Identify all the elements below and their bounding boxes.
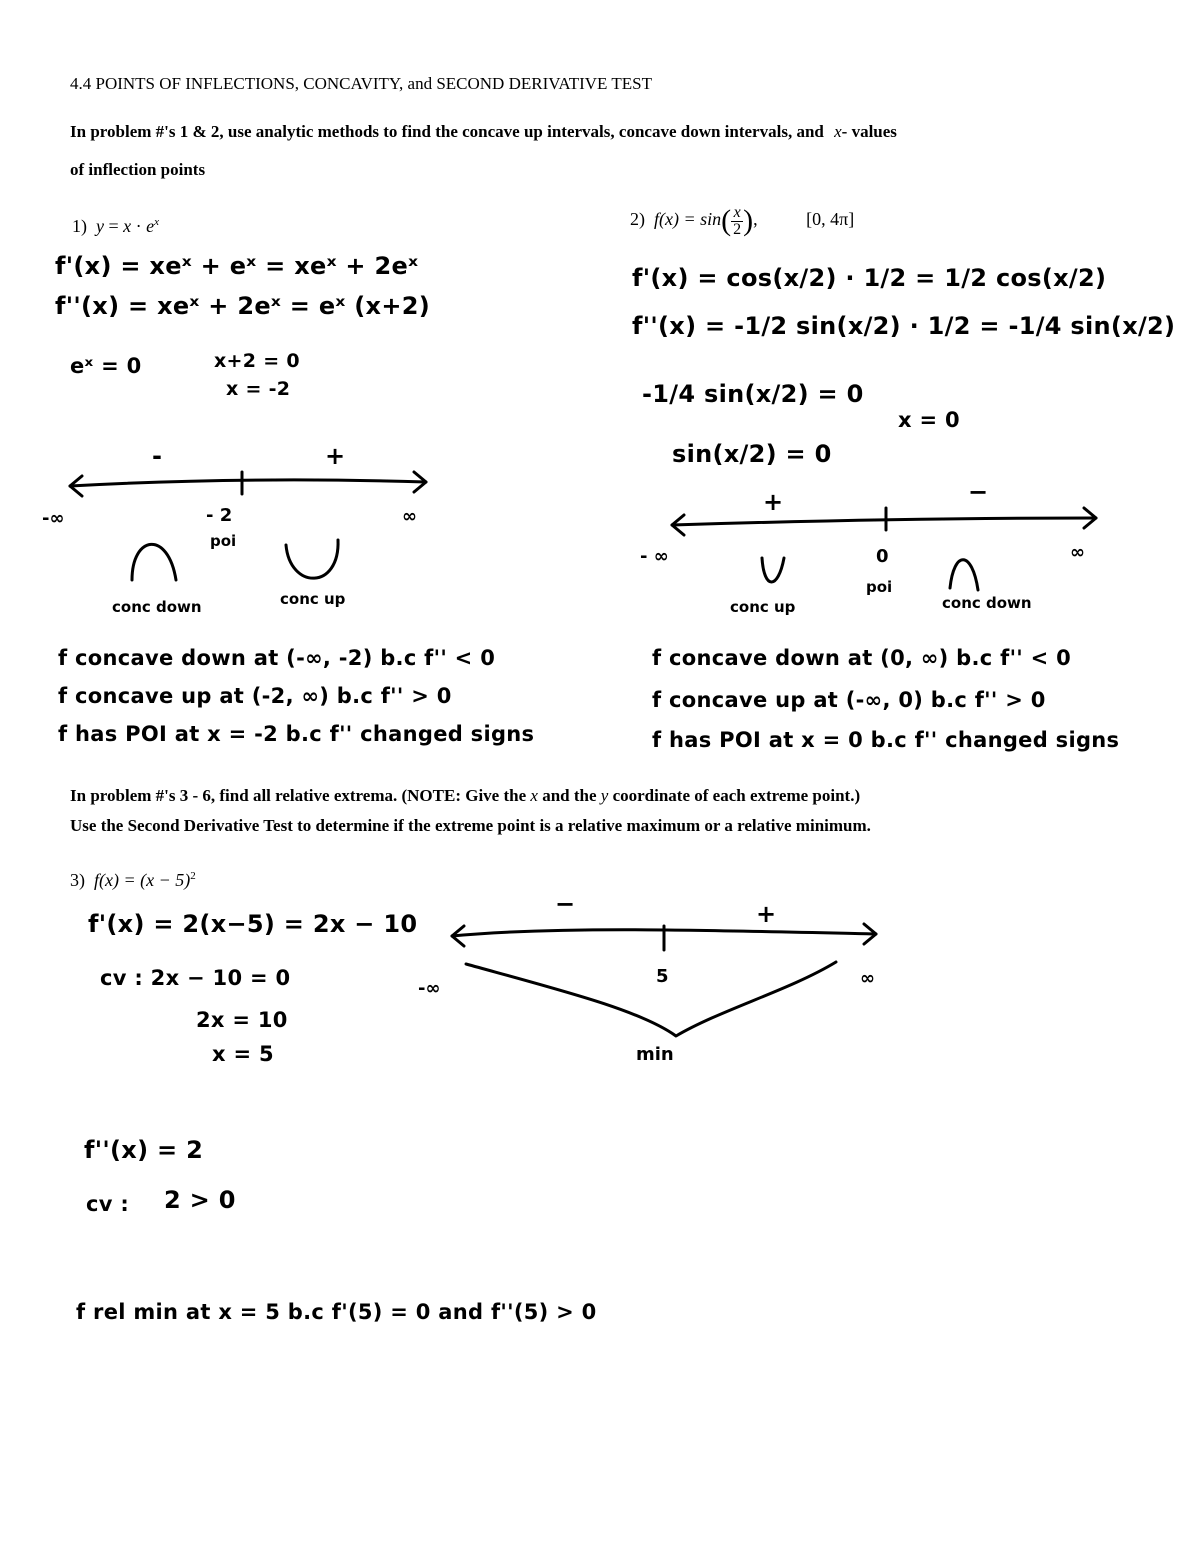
problem2-concave-down-shape — [950, 560, 978, 590]
problem3-sign-left: − — [555, 890, 576, 918]
problem1-number: 1) — [72, 216, 87, 236]
problem2-sin-zero: sin(x/2) = 0 — [672, 440, 832, 468]
problem3-conclusion: f rel min at x = 5 b.c f'(5) = 0 and f''(5) > 0 — [76, 1300, 597, 1324]
problem3-cv-equation: cv : 2x − 10 = 0 — [100, 966, 291, 990]
problem1-first-derivative: f'(x) = xeˣ + eˣ = xeˣ + 2eˣ — [55, 252, 419, 280]
problem3-cv2-value: 2 > 0 — [164, 1186, 236, 1214]
problem2-conc-down-label: conc down — [942, 594, 1032, 612]
problem2-func: f(x) = sin — [654, 209, 722, 230]
problem2-number-line — [672, 508, 1096, 535]
problem1-sign-left: - — [152, 442, 162, 470]
problem2-frac-num: x — [733, 203, 741, 221]
instructions-part2-a: In problem #'s 3 - 6, find all relative extrema. (NOTE: Give the — [70, 786, 531, 805]
problem1-lhs: y — [96, 216, 104, 236]
problem3-2x-10: 2x = 10 — [196, 1008, 288, 1032]
problem3-min-curve — [466, 962, 836, 1036]
problem2-statement: 2) f(x) = sin( $\frac{x}{2}$ ), [0, 4π] — [630, 203, 855, 238]
problem1-axis-pos-inf: ∞ — [402, 506, 417, 527]
problem1-dot: · — [131, 216, 147, 236]
problem2-conclusion-poi: f has POI at x = 0 b.c f'' changed signs — [652, 728, 1120, 752]
problem3-axis-five: 5 — [656, 966, 669, 987]
problem3-exp: 2 — [190, 870, 196, 882]
problem3-min-label: min — [636, 1044, 674, 1065]
problem2-comma: , — [753, 209, 758, 230]
problem3-axis-neg-inf: -∞ — [418, 978, 441, 999]
problem2-conclusion-down: f concave down at (0, ∞) b.c f'' < 0 — [652, 646, 1072, 670]
problem2-first-derivative: f'(x) = cos(x/2) · 1/2 = 1/2 cos(x/2) — [632, 264, 1107, 292]
problem2-sign-left: + — [763, 488, 784, 516]
problem3-func: f(x) = (x − 5) — [94, 870, 191, 890]
problem1-conc-up-label: conc up — [280, 590, 346, 608]
problem3-number-line — [452, 924, 876, 950]
instructions-part2-y: y — [600, 786, 609, 805]
problem1-concave-up-shape — [286, 540, 338, 578]
problem1-conclusion-up: f concave up at (-2, ∞) b.c f'' > 0 — [58, 684, 452, 708]
problem2-poi-label: poi — [866, 578, 893, 596]
problem1-x-equals: x = -2 — [226, 378, 291, 400]
instructions-values: - values — [841, 122, 897, 141]
problem2-axis-zero: 0 — [876, 546, 889, 567]
instructions-line1: In problem #'s 1 & 2, use analytic methods to find the concave up intervals, concave down intervals, and — [70, 122, 824, 141]
problem3-sign-right: + — [756, 900, 777, 928]
problem1-conclusion-down: f concave down at (-∞, -2) b.c f'' < 0 — [58, 646, 496, 670]
problem2-frac-den: 2 — [733, 220, 742, 238]
problem1-e: e — [146, 216, 155, 236]
instructions-var-x: x — [834, 122, 842, 141]
problem1-x-plus-2: x+2 = 0 — [214, 350, 300, 372]
problem3-first-derivative: f'(x) = 2(x−5) = 2x − 10 — [88, 910, 418, 938]
instructions-part2-x: x — [530, 786, 538, 805]
problem3-number: 3) — [70, 870, 85, 890]
problem2-sign-right: − — [968, 478, 989, 506]
problem3-cv2-label: cv : — [86, 1192, 130, 1216]
problem2-interval: [0, 4π] — [806, 209, 855, 230]
problem3-x-5: x = 5 — [212, 1042, 274, 1066]
problem1-second-derivative: f''(x) = xeˣ + 2eˣ = eˣ (x+2) — [55, 292, 431, 320]
problem2-conclusion-up: f concave up at (-∞, 0) b.c f'' > 0 — [652, 688, 1046, 712]
problem1-ex-zero: eˣ = 0 — [70, 354, 142, 378]
problem1-poi-label: poi — [210, 532, 237, 550]
problem2-set-zero: -1/4 sin(x/2) = 0 — [642, 380, 864, 408]
problem2-axis-pos-inf: ∞ — [1070, 542, 1085, 563]
problem1-axis-minus2: - 2 — [206, 505, 233, 526]
problem1-axis-neg-inf: -∞ — [42, 508, 65, 529]
problem3-axis-pos-inf: ∞ — [860, 968, 875, 989]
problem1-conclusion-poi: f has POI at x = -2 b.c f'' changed signs — [58, 722, 535, 746]
instructions-part2-mid: and the — [537, 786, 601, 805]
problem1-x: x — [123, 216, 132, 236]
problem2-conc-up-label: conc up — [730, 598, 796, 616]
problem2-concave-up-shape — [762, 558, 784, 582]
problem1-sign-right: + — [325, 442, 346, 470]
problem2-x-zero: x = 0 — [898, 408, 960, 432]
problem2-axis-neg-inf: - ∞ — [640, 546, 669, 567]
problem1-concave-down-shape — [132, 544, 176, 580]
page-title: 4.4 POINTS OF INFLECTIONS, CONCAVITY, and SECOND DERIVATIVE TEST — [70, 74, 652, 93]
problem3-second-derivative: f''(x) = 2 — [84, 1136, 204, 1164]
instructions-line2: of inflection points — [70, 160, 206, 179]
problem1-equals: = — [104, 216, 124, 236]
instructions-part2-line2: Use the Second Derivative Test to determine if the extreme point is a relative maximum or a relative minimum. — [70, 816, 871, 835]
problem2-number: 2) — [630, 209, 645, 230]
problem1-exp: x — [154, 216, 160, 228]
instructions-part2-b: coordinate of each extreme point.) — [608, 786, 861, 805]
problem2-second-derivative: f''(x) = -1/2 sin(x/2) · 1/2 = -1/4 sin(x/2) — [632, 312, 1176, 340]
problem1-number-line — [70, 472, 426, 496]
problem1-conc-down-label: conc down — [112, 598, 202, 616]
